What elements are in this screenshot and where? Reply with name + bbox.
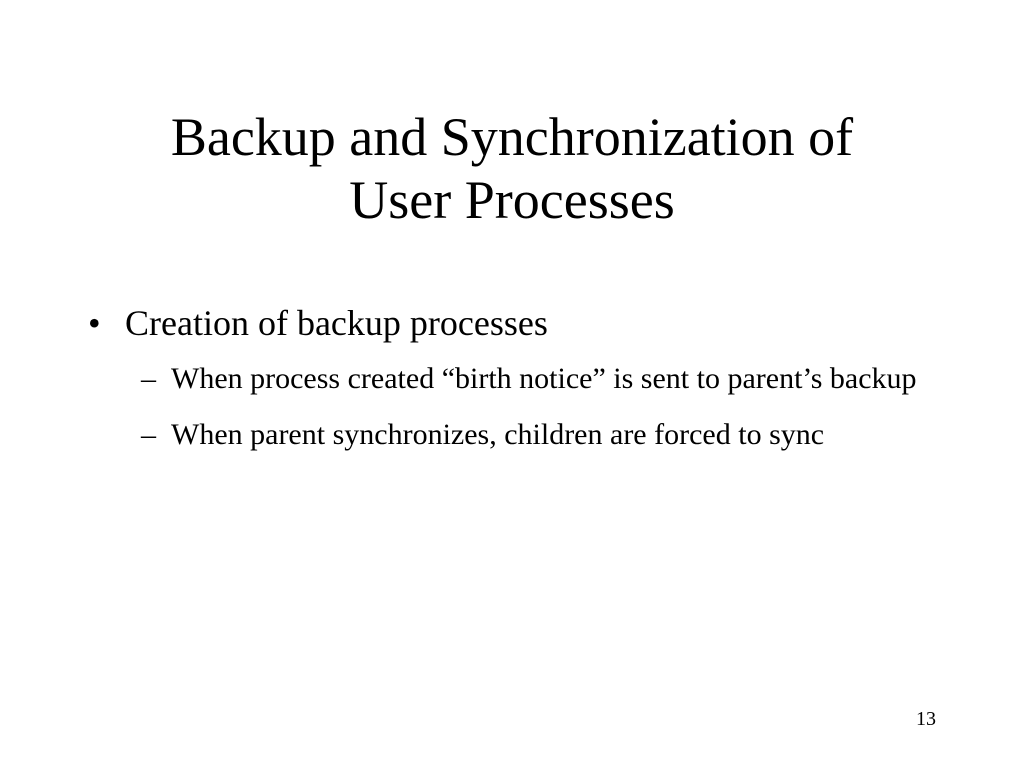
slide-title [60,106,964,232]
sub-bullet-marker: – [141,418,156,451]
sub-bullet-list [88,360,948,453]
slide-body [88,300,948,472]
slide-title-line-1: Backup and Synchronization of [170,107,854,168]
sub-bullet-text: When process created “birth notice” is sent to parent’s backup [171,362,917,395]
bullet-marker: • [88,303,101,343]
sub-bullet-text: When parent synchronizes, children are forced to sync [171,418,825,451]
sub-bullet-item [88,360,948,397]
sub-bullet-marker: – [141,362,156,395]
bullet-item [88,300,948,346]
slide-title-line-2: User Processes [349,170,675,231]
sub-bullet-item [88,416,948,453]
page-number: 13 [916,708,936,730]
bullet-text: Creation of backup processes [125,303,548,343]
